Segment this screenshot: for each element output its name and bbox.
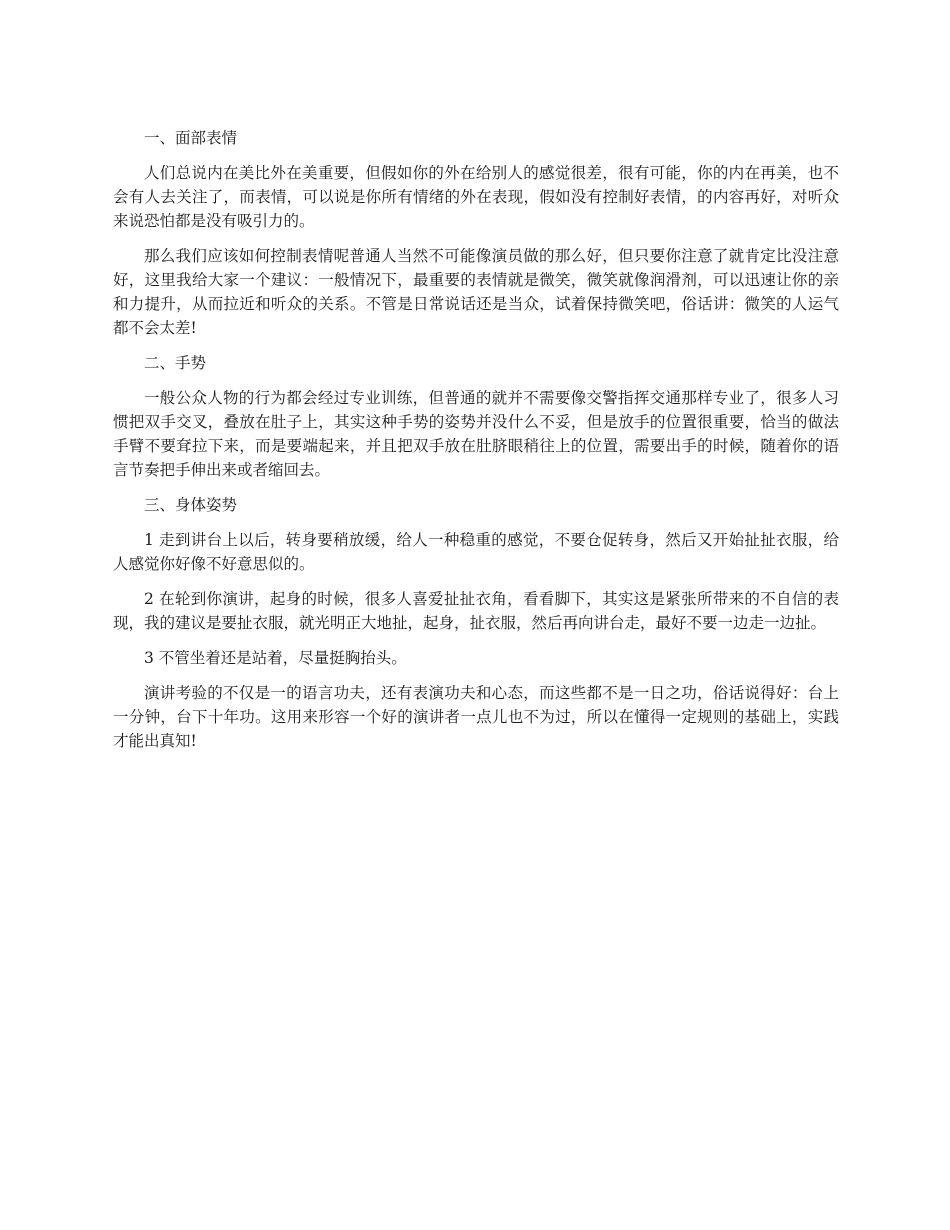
paragraph: 1 走到讲台上以后，转身要稍放缓，给人一种稳重的感觉，不要仓促转身，然后又开始扯扯衣服，给人感觉你好像不好意思似的。 (113, 531, 839, 573)
section-heading-body-posture: 三、身体姿势 (144, 496, 238, 514)
paragraph: 一般公众人物的行为都会经过专业训练，但普通的就并不需要像交警指挥交通那样专业了，很多人习惯把双手交叉，叠放在肚子上，其实这种手势的姿势并没什么不妥，但是放手的位置很重要，恰当的做法手臂不要耷拉下来，而是要端起来，并且把双手放在肚脐眼稍往上的位置，需要出手的时候，随着你的语言节奏把手伸出来或者缩回去。 (113, 389, 839, 479)
paragraph: 人们总说内在美比外在美重要，但假如你的外在给别人的感觉很差，很有可能，你的内在再美，也不会有人去关注了，而表情，可以说是你所有情绪的外在表现，假如没有控制好表情，的内容再好，对听众来说恐怕都是没有吸引力的。 (113, 164, 839, 230)
section-heading-gesture: 二、手势 (144, 354, 207, 372)
paragraph: 演讲考验的不仅是一的语言功夫，还有表演功夫和心态，而这些都不是一日之功，俗话说得好：台上一分钟，台下十年功。这用来形容一个好的演讲者一点儿也不为过，所以在懂得一定规则的基础上，实践才能出真知! (113, 684, 839, 750)
paragraph: 那么我们应该如何控制表情呢普通人当然不可能像演员做的那么好，但只要你注意了就肯定比没注意好，这里我给大家一个建议：一般情况下，最重要的表情就是微笑，微笑就像润滑剂，可以迅速让你的亲和力提升，从而拉近和听众的关系。不管是日常说话还是当众，试着保持微笑吧，俗话讲：微笑的人运气都不会太差! (113, 247, 839, 337)
section-heading-facial-expression: 一、面部表情 (144, 129, 238, 147)
document-body (113, 126, 839, 764)
paragraph: 2 在轮到你演讲，起身的时候，很多人喜爱扯扯衣角，看看脚下，其实这是紧张所带来的不自信的表现，我的建议是要扯衣服，就光明正大地扯，起身，扯衣服，然后再向讲台走，最好不要一边走一边扯。 (113, 590, 839, 632)
paragraph: 3 不管坐着还是站着，尽量挺胸抬头。 (144, 649, 407, 667)
